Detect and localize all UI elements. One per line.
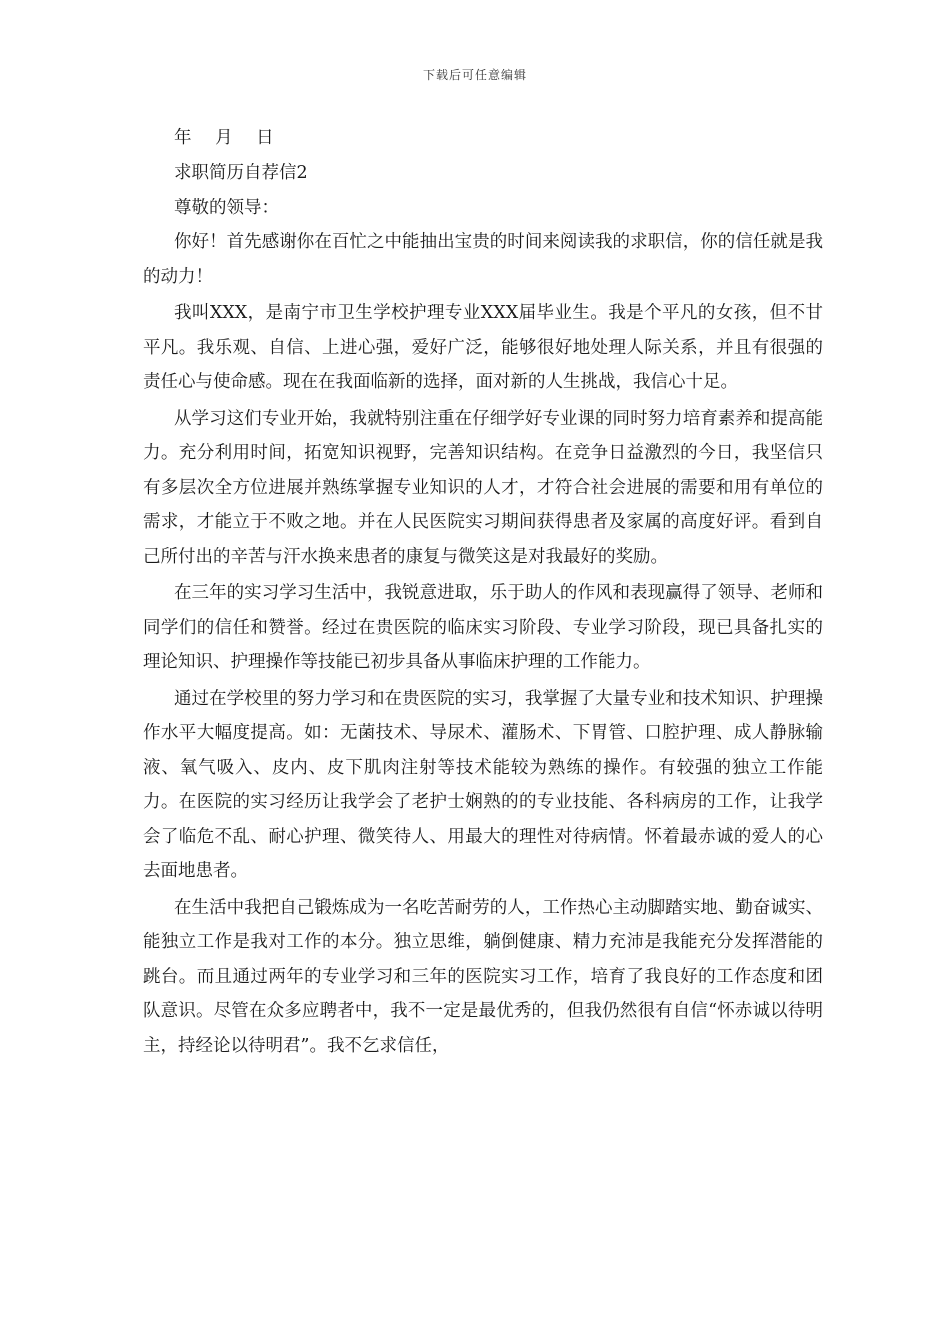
paragraph-greeting: 你好！首先感谢你在百忙之中能抽出宝贵的时间来阅读我的求职信，你的信任就是我的动力！ — [143, 232, 823, 287]
date-line — [143, 124, 823, 153]
paragraph-introduction: 我叫XXX，是南宁市卫生学校护理专业XXX届毕业生。我是个平凡的女孩，但不甘平凡。我乐观、自信、上进心强，爱好广泛，能够很好地处理人际关系，并且有很强的责任心与使命感。现在在我面临新的选择，面对新的人生挑战，我信心十足。 — [143, 303, 823, 392]
date-year: 年 — [174, 128, 192, 148]
date-day: 日 — [256, 128, 274, 148]
date-month: 月 — [215, 128, 233, 148]
paragraph-internship: 在三年的实习学习生活中，我锐意进取，乐于助人的作风和表现赢得了领导、老师和同学们的信任和赞誉。经过在贵医院的临床实习阶段、专业学习阶段，现已具备扎实的理论知识、护理操作等技能已初步具备从事临床护理的工作能力。 — [143, 583, 823, 672]
letter-title: 求职简历自荐信2 — [174, 163, 308, 183]
paragraph-character: 在生活中我把自己锻炼成为一名吃苦耐劳的人，工作热心主动脚踏实地、勤奋诚实、能独立工作是我对工作的本分。独立思维，躺倒健康、精力充沛是我能充分发挥潜能的跳台。而且通过两年的专业学习和三年的医院实习工作，培育了我良好的工作态度和团队意识。尽管在众多应聘者中，我不一定是最优秀的，但我仍然很有自信“怀赤诚以待明主，持经论以待明君”。我不乞求信任， — [143, 897, 823, 1056]
paragraph-study: 从学习这们专业开始，我就特别注重在仔细学好专业课的同时努力培育素养和提高能力。充分利用时间，拓宽知识视野，完善知识结构。在竞争日益激烈的今日，我坚信只有多层次全方位进展并熟练掌握专业知识的人才，才符合社会进展的需要和用有单位的需求，才能立于不败之地。并在人民医院实习期间获得患者及家属的高度好评。看到自己所付出的辛苦与汗水换来患者的康复与微笑这是对我最好的奖励。 — [143, 408, 823, 567]
page-header: 下载后可任意编辑 — [422, 68, 527, 82]
salutation: 尊敬的领导： — [174, 198, 279, 218]
letter-body — [143, 124, 823, 1065]
paragraph-skills: 通过在学校里的努力学习和在贵医院的实习，我掌握了大量专业和技术知识、护理操作水平大幅度提高。如：无菌技术、导尿术、灌肠术、下胃管、口腔护理、成人静脉输液、氧气吸入、皮内、皮下肌肉注射等技术能较为熟练的操作。有较强的独立工作能力。在医院的实习经历让我学会了老护士娴熟的的专业技能、各科病房的工作，让我学会了临危不乱、耐心护理、微笑待人、用最大的理性对待病情。怀着最赤诚的爱人的心去面地患者。 — [143, 688, 823, 881]
